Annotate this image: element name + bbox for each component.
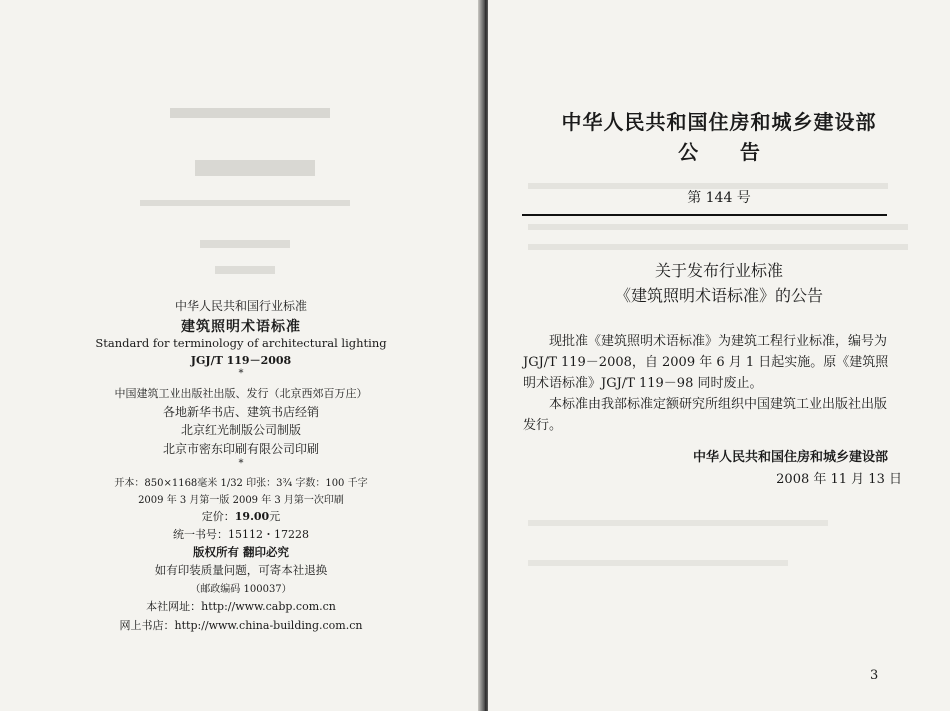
signature-ministry: 中华人民共和国住房和城乡建设部 — [692, 450, 888, 465]
edition-line: 2009 年 3 月第一版 2009 年 3 月第一次印刷 — [138, 495, 344, 506]
copyright-line: 版权所有 翻印必究 — [192, 545, 289, 559]
book-title-cn: 建筑照明术语标准 — [181, 319, 301, 335]
standard-code: JGJ/T 119－2008 — [190, 354, 292, 367]
separator-star: * — [238, 368, 244, 379]
plate-maker-line: 北京红光制版公司制版 — [180, 423, 301, 437]
announcement-number: 第 144 号 — [687, 190, 751, 206]
ministry-heading: 中华人民共和国住房和城乡建设部 — [561, 110, 877, 134]
format-line: 开本：850×1168毫米 1/32 印张：3¾ 字数：100 千字 — [114, 478, 368, 489]
subject-line-1: 关于发布行业标准 — [654, 261, 783, 280]
book-title-en: Standard for terminology of architectural lighting — [95, 336, 387, 350]
price-line — [0, 508, 482, 524]
signature-date: 2008 年 11 月 13 日 — [776, 472, 902, 487]
heading-rule — [522, 214, 887, 216]
price-unit: 元 — [269, 510, 281, 523]
postcode-line: （邮政编码 100037） — [190, 584, 292, 595]
body-paragraph-1: 现批准《建筑照明术语标准》为建筑工程行业标准，编号为 JGJ/T 119－2008，自 2009 年 6 月 1 日起实施。原《建筑照明术语标准》JGJ/T 119－98 同时废止。 — [523, 334, 889, 391]
right-page-announcement — [488, 0, 950, 711]
subject-line-2: 《建筑照明术语标准》的公告 — [614, 286, 823, 305]
return-note: 如有印装质量问题，可寄本社退换 — [154, 563, 328, 577]
distributor-line: 各地新华书店、建筑书店经销 — [162, 405, 319, 419]
standard-series: 中华人民共和国行业标准 — [174, 299, 307, 313]
separator-star: * — [238, 458, 244, 469]
printer-line: 北京市密东印刷有限公司印刷 — [162, 442, 319, 456]
announcement-body — [523, 331, 893, 436]
price-value: 19.00 — [234, 510, 270, 523]
page-number: 3 — [870, 668, 879, 683]
price-label: 定价： — [201, 510, 235, 523]
bookstore-line: 网上书店：http://www.china-building.com.cn — [119, 619, 363, 632]
publisher-line: 中国建筑工业出版社出版、发行（北京西郊百万庄） — [114, 387, 368, 400]
announcement-heading: 公 告 — [678, 140, 760, 164]
body-paragraph-2: 本标准由我部标准定额研究所组织中国建筑工业出版社出版发行。 — [523, 397, 888, 433]
isbn-line: 统一书号：15112・17228 — [173, 528, 309, 541]
website-line: 本社网址：http://www.cabp.com.cn — [146, 600, 336, 613]
